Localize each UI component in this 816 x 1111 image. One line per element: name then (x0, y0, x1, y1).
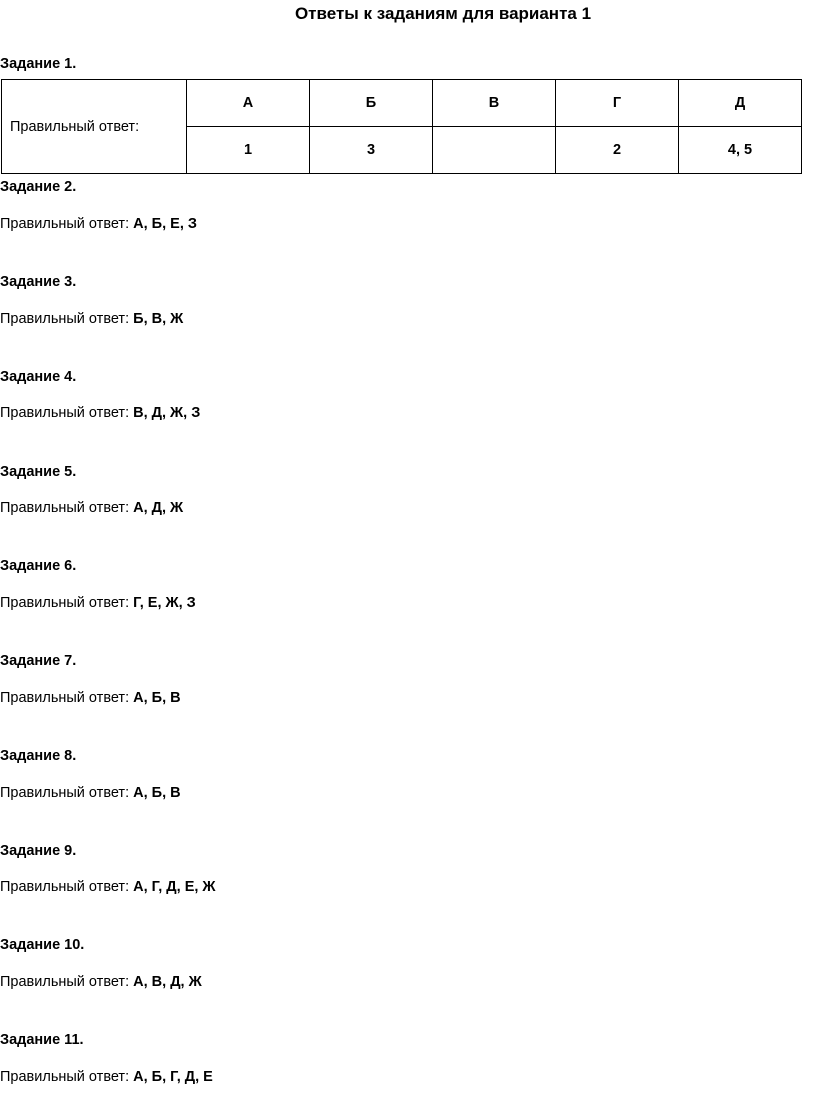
column-header-b: Б (310, 80, 433, 127)
task-1-answer-table (1, 79, 802, 174)
answer-label: Правильный ответ: (0, 879, 130, 895)
task-7-answer (0, 690, 181, 706)
answer-label: Правильный ответ: (0, 216, 130, 232)
column-header-d: Д (679, 80, 802, 127)
task-11-heading: Задание 11. (0, 1032, 84, 1048)
column-header-g: Г (556, 80, 679, 127)
answer-value: А, Б, Е, З (133, 216, 197, 232)
value-cell-a: 1 (187, 127, 310, 174)
task-6-heading: Задание 6. (0, 558, 77, 574)
answer-label: Правильный ответ: (0, 690, 130, 706)
answer-label: Правильный ответ: (0, 311, 130, 327)
answer-label: Правильный ответ: (0, 405, 130, 421)
answer-value: А, Б, В (133, 690, 181, 706)
task-8-answer (0, 785, 181, 801)
answer-value: А, Д, Ж (133, 500, 184, 516)
table-header-row (2, 80, 802, 127)
task-6-answer (0, 595, 196, 611)
answer-label: Правильный ответ: (0, 500, 130, 516)
task-9-heading: Задание 9. (0, 843, 77, 859)
task-4-answer (0, 405, 200, 421)
answer-label: Правильный ответ: (0, 974, 130, 990)
task-4-heading: Задание 4. (0, 369, 77, 385)
task-10-heading: Задание 10. (0, 937, 85, 953)
value-cell-v (433, 127, 556, 174)
answer-label: Правильный ответ: (0, 595, 130, 611)
page-title: Ответы к заданиям для варианта 1 (294, 4, 592, 23)
task-11-answer (0, 1069, 213, 1085)
task-2-answer (0, 216, 197, 232)
value-cell-d: 4, 5 (679, 127, 802, 174)
answer-label: Правильный ответ: (0, 785, 130, 801)
answer-value: А, В, Д, Ж (133, 974, 202, 990)
answer-label: Правильный ответ: (0, 1069, 130, 1085)
task-8-heading: Задание 8. (0, 748, 77, 764)
value-cell-b: 3 (310, 127, 433, 174)
task-5-answer (0, 500, 183, 516)
column-header-a: А (187, 80, 310, 127)
task-10-answer (0, 974, 202, 990)
task-3-answer (0, 311, 183, 327)
task-5-heading: Задание 5. (0, 464, 77, 480)
answer-value: А, Г, Д, Е, Ж (133, 879, 216, 895)
task-7-heading: Задание 7. (0, 653, 77, 669)
task-2-heading: Задание 2. (0, 179, 77, 195)
answer-value: А, Б, В (133, 785, 181, 801)
task-3-heading: Задание 3. (0, 274, 77, 290)
answer-value: Г, Е, Ж, З (133, 595, 196, 611)
answer-value: В, Д, Ж, З (133, 405, 201, 421)
answer-value: А, Б, Г, Д, Е (133, 1069, 213, 1085)
value-cell-g: 2 (556, 127, 679, 174)
task-1-heading: Задание 1. (0, 56, 77, 72)
table-row-label: Правильный ответ: (2, 80, 187, 174)
column-header-v: В (433, 80, 556, 127)
task-9-answer (0, 879, 216, 895)
answer-value: Б, В, Ж (133, 311, 184, 327)
